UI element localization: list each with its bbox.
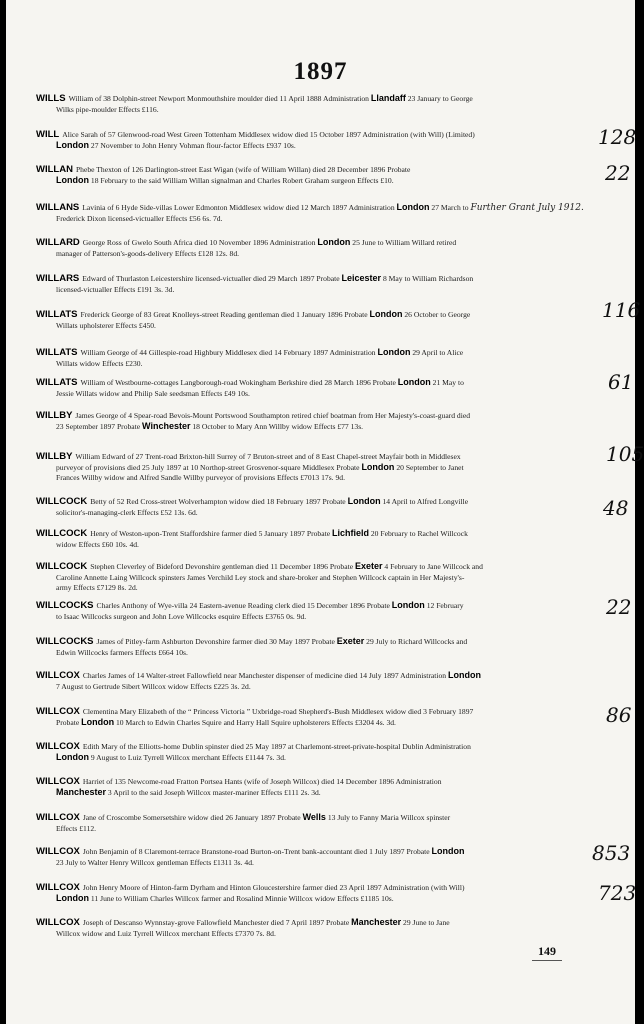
entry-line-1: [36, 600, 611, 611]
entry-line-2: [36, 539, 611, 550]
entry-surname: WILLCOX: [36, 917, 80, 928]
entry-line-2: [36, 611, 611, 622]
entry-text: 26 October to George: [402, 310, 471, 319]
entry-surname: WILLCOX: [36, 741, 80, 752]
entry-text: 29 July to Richard Willcocks and: [364, 637, 468, 646]
register-entry: [36, 202, 611, 224]
entry-line-1: [36, 273, 611, 284]
register-entry: [36, 496, 611, 518]
register-entry: [36, 670, 611, 692]
entry-line-2: [36, 681, 611, 692]
entry-surname: WILLCOX: [36, 882, 80, 893]
entry-text: Edith Mary of the Elliotts-home Dublin spinster died 25 May 1897 at Charlemont-street-private-hospital Dublin Administration: [82, 742, 471, 751]
register-entry: [36, 410, 611, 432]
entry-registry: London: [56, 175, 89, 185]
register-entry: [36, 347, 611, 369]
entry-text: John Benjamin of 8 Claremont-terrace Branstone-road Burton-on-Trent bank-accountant died 1 July 1897 Probate: [82, 847, 432, 856]
entry-surname: WILLARS: [36, 273, 80, 284]
entry-line-1: [36, 309, 611, 320]
entry-text: 18 February to the said William Willan signalman and Charles Robert Graham surgeon Effects £10.: [89, 176, 394, 185]
margin-note: 853: [592, 841, 631, 865]
entry-line-2: [36, 717, 611, 728]
entry-text: solicitor's-managing-clerk Effects £52 13s. 6d.: [56, 508, 198, 517]
entry-line-2: [36, 320, 611, 331]
entry-line-1: [36, 741, 611, 752]
entry-line-2: [36, 358, 611, 369]
entry-text: Probate: [56, 718, 82, 727]
entry-surname: WILLATS: [36, 309, 78, 320]
register-entry: [36, 561, 611, 593]
entry-text: 29 April to Alice: [410, 348, 464, 357]
entry-text: Willcox widow and Luiz Tyrrell Willcox merchant Effects £7370 7s. 8d.: [56, 929, 276, 938]
entry-surname: WILLCOCKS: [36, 636, 94, 647]
entry-registry: London: [369, 309, 403, 319]
entry-text: 10 March to Edwin Charles Squire and Harry Hall Squire upholsterers Effects £3204 4s. 3d.: [114, 718, 396, 727]
entry-surname: WILLATS: [36, 347, 78, 358]
entry-registry: London: [391, 600, 425, 610]
entry-text: Harriet of 135 Newcome-road Fratton Portsea Hants (wife of Joseph Willcox) died 14 December 1896 Administration: [82, 777, 442, 786]
register-entry: [36, 528, 611, 550]
entry-registry: Exeter: [336, 636, 365, 646]
page-number: 149: [538, 944, 556, 958]
entry-registry: London: [317, 237, 351, 247]
entry-text: Phebe Thexton of 126 Darlington-street East Wigan (wife of William Willan) died 28 December 1896 Probate: [75, 165, 411, 174]
entry-line-2: [36, 284, 611, 295]
entry-text: Charles James of 14 Walter-street Fallowfield near Manchester dispenser of medicine died 14 July 1897 Administration: [82, 671, 449, 680]
entry-surname: WILLCOX: [36, 812, 80, 823]
entry-text: Joseph of Descanso Wynnstay-grove Fallowfield Manchester died 7 April 1897 Probate: [82, 918, 352, 927]
entry-line-2: [36, 823, 611, 834]
entry-text: 25 June to William Willard retired: [350, 238, 457, 247]
entry-text: William of 38 Dolphin-street Newport Monmouthshire moulder died 11 April 1888 Administration: [68, 94, 371, 103]
entry-surname: WILLS: [36, 93, 66, 104]
entry-text: Willats widow Effects £230.: [56, 359, 143, 368]
entry-text: 27 March to: [429, 203, 469, 212]
entry-text: Henry of Weston-upon-Trent Staffordshire farmer died 5 January 1897 Probate: [90, 529, 332, 538]
entry-line-1: [36, 561, 611, 572]
register-entry: [36, 273, 611, 295]
entry-surname: WILLAN: [36, 164, 73, 175]
entry-text: 23 July to Walter Henry Willcox gentleman Effects £1311 3s. 4d.: [56, 858, 254, 867]
entry-text: Jane of Croscombe Somersetshire widow died 26 January 1897 Probate: [82, 813, 303, 822]
entry-text: 20 September to Janet: [394, 463, 464, 472]
entry-registry: London: [56, 140, 89, 150]
entry-surname: WILLCOCK: [36, 496, 88, 507]
entry-text: 23 January to George: [405, 94, 473, 103]
entry-line-1: [36, 129, 611, 140]
entry-line-2: [36, 462, 611, 473]
entry-text: John Henry Moore of Hinton-farm Dyrham and Hinton Gloucestershire farmer died 23 April 1897 Administration (with Will): [82, 883, 465, 892]
entry-line-2: [36, 248, 611, 259]
entry-text: Frederick Dixon licensed-victualler Effects £56 6s. 7d.: [56, 214, 223, 223]
entry-line-2: [36, 572, 611, 583]
entry-text: Alice Sarah of 57 Glenwood-road West Green Tottenham Middlesex widow died 15 October 1897 Administration (with Will) (Limited): [62, 130, 475, 139]
register-entry: [36, 776, 611, 798]
entry-text: Stephen Cleverley of Bideford Devonshire gentleman died 11 December 1896 Probate: [90, 562, 355, 571]
register-entry: [36, 600, 611, 622]
entry-surname: WILLCOCK: [36, 528, 88, 539]
register-entry: [36, 93, 611, 115]
entry-text: Wilks pipe-moulder Effects £116.: [56, 105, 159, 114]
entry-registry: London: [81, 717, 115, 727]
entry-text: William of Westbourne-cottages Langborough-road Wokingham Berkshire died 28 March 1896 Probate: [80, 378, 398, 387]
entry-text: Charles Anthony of Wye-villa 24 Eastern-avenue Reading clerk died 15 December 1896 Probate: [96, 601, 392, 610]
entry-line-1: [36, 636, 611, 647]
entry-line-2: [36, 213, 611, 224]
entry-text: 13 July to Fanny Maria Willcox spinster: [325, 813, 451, 822]
register-entry: [36, 129, 611, 151]
entry-text: 9 August to Luiz Tyrrell Willcox merchant Effects £1144 7s. 3d.: [89, 753, 286, 762]
entry-surname: WILLCOX: [36, 670, 80, 681]
entry-handwritten-note: Further Grant July 1912.: [470, 203, 584, 213]
entry-text: Edwin Willcocks farmers Effects £664 10s.: [56, 648, 188, 657]
register-entry: [36, 636, 611, 658]
entry-registry: Exeter: [354, 561, 383, 571]
entry-text: Frances Willby widow and Alfred Sandle Willby purveyor of provisions Effects £7013 17s. 9d.: [56, 473, 345, 482]
entry-line-1: [36, 164, 611, 175]
entry-surname: WILLCOCKS: [36, 600, 94, 611]
entry-line-2: [36, 787, 611, 798]
entry-line-2: [36, 388, 611, 399]
entry-text: licensed-victualler Effects £191 3s. 3d.: [56, 285, 175, 294]
entry-line-1: [36, 812, 611, 823]
entry-text: George Ross of Gwelo South Africa died 10 November 1896 Administration: [82, 238, 318, 247]
entry-text: purveyor of provisions died 25 July 1897 at 10 Northop-street Grosvenor-square Middlesex Probate: [56, 463, 362, 472]
margin-note: 22: [605, 161, 631, 185]
entry-line-1: [36, 237, 611, 248]
register-entry: [36, 706, 611, 728]
entry-surname: WILLARD: [36, 237, 80, 248]
entry-surname: WILLBY: [36, 410, 73, 421]
entry-line-2: [36, 893, 611, 904]
page-year-heading: 1897: [293, 58, 348, 85]
entry-line-2: [36, 175, 611, 186]
entry-surname: WILL: [36, 129, 60, 140]
register-entry: [36, 882, 611, 904]
entry-text: 8 May to William Richardson: [381, 274, 474, 283]
entry-text: to Isaac Willcocks surgeon and John Love Willcocks esquire Effects £3765 0s. 9d.: [56, 612, 307, 621]
entry-line-2: [36, 421, 611, 432]
register-entry: [36, 917, 611, 939]
register-entry: [36, 377, 611, 399]
margin-note: 86: [606, 703, 632, 727]
entry-text: Jessie Willats widow and Philip Sale seedsman Effects £49 10s.: [56, 389, 250, 398]
entry-line-1: [36, 93, 611, 104]
margin-note: 723: [598, 881, 637, 905]
entry-registry: Winchester: [142, 421, 191, 431]
entry-registry: London: [56, 893, 89, 903]
register-page: [6, 0, 644, 1024]
entry-registry: London: [448, 670, 482, 680]
entry-line-2: [36, 507, 611, 518]
entry-text: 7 August to Gertrude Sibert Willcox widow Effects £225 3s. 2d.: [56, 682, 251, 691]
entry-line-2: [36, 752, 611, 763]
entry-line-1: [36, 377, 611, 388]
entry-text: Lavinia of 6 Hyde Side-villas Lower Edmonton Middlesex widow died 12 March 1897 Administration: [82, 203, 397, 212]
entry-line-1: [36, 528, 611, 539]
entry-registry: Manchester: [56, 787, 107, 797]
entry-text: 14 April to Alfred Longville: [380, 497, 469, 506]
entry-registry: London: [361, 462, 395, 472]
entry-text: William George of 44 Gillespie-road Highbury Middlesex died 14 February 1897 Administration: [80, 348, 378, 357]
entry-text: widow Effects £60 10s. 4d.: [56, 540, 139, 549]
entry-line-1: [36, 670, 611, 681]
entry-text: Willats upholsterer Effects £450.: [56, 321, 156, 330]
entry-text: William Edward of 27 Trent-road Brixton-hill Surrey of 7 Bruton-street and of 8 East Chapel-street Mayfair both in Middlesex: [75, 452, 461, 461]
entry-text: Effects £112.: [56, 824, 97, 833]
entry-registry: Manchester: [351, 917, 402, 927]
entry-line-2: [36, 928, 611, 939]
entry-line-1: [36, 846, 611, 857]
page-number-rule: [532, 960, 562, 961]
entry-line-2: [36, 104, 611, 115]
entry-line-2: [36, 647, 611, 658]
margin-note: 116: [602, 298, 641, 322]
entry-text: manager of Patterson's-goods-delivery Effects £128 12s. 8d.: [56, 249, 240, 258]
entry-registry: Wells: [302, 812, 326, 822]
entry-surname: WILLATS: [36, 377, 78, 388]
entry-line-2: [36, 857, 611, 868]
register-entry: [36, 237, 611, 259]
entry-line-1: [36, 882, 611, 893]
entry-line-2: [36, 140, 611, 151]
register-entry: [36, 309, 611, 331]
margin-note: 22: [606, 595, 632, 619]
entry-surname: WILLCOX: [36, 846, 80, 857]
entry-text: 21 May to: [430, 378, 464, 387]
entry-text: 18 October to Mary Ann Willby widow Effects £77 13s.: [190, 422, 364, 431]
entry-line-1: [36, 776, 611, 787]
entry-text: army Effects £7129 8s. 2d.: [56, 583, 138, 592]
entry-text: James of Pitley-farm Ashburton Devonshire farmer died 30 May 1897 Probate: [96, 637, 337, 646]
entry-text: 11 June to William Charles Willcox farmer and Rosalind Minnie Willcox widow Effects £1185 10s.: [89, 894, 394, 903]
entry-registry: London: [56, 752, 89, 762]
entry-text: 27 November to John Henry Vohman flour-factor Effects £937 10s.: [89, 141, 296, 150]
entry-registry: Llandaff: [370, 93, 406, 103]
entry-registry: London: [397, 377, 431, 387]
register-entry: [36, 164, 611, 186]
entry-text: Frederick George of 83 Great Knolleys-street Reading gentleman died 1 January 1896 Probate: [80, 310, 370, 319]
entry-text: Edward of Thurlaston Leicestershire licensed-victualler died 29 March 1897 Probate: [82, 274, 342, 283]
entry-registry: Lichfield: [331, 528, 369, 538]
entry-surname: WILLCOCK: [36, 561, 88, 572]
entry-surname: WILLANS: [36, 202, 80, 213]
margin-note: 105: [606, 442, 644, 466]
register-entry: [36, 812, 611, 834]
margin-note: 61: [608, 370, 634, 394]
entry-line-1: [36, 451, 611, 462]
entry-text: 23 September 1897 Probate: [56, 422, 143, 431]
entry-text: 20 February to Rachel Willcock: [368, 529, 468, 538]
entry-text: Betty of 52 Red Cross-street Wolverhampton widow died 18 February 1897 Probate: [90, 497, 348, 506]
margin-note: 128: [598, 125, 637, 149]
entry-text: 12 February: [424, 601, 464, 610]
entry-line-1: [36, 410, 611, 421]
entry-text: 4 February to Jane Willcock and: [382, 562, 483, 571]
entry-line-1: [36, 917, 611, 928]
entry-surname: WILLCOX: [36, 776, 80, 787]
entry-line-1: [36, 496, 611, 507]
margin-note: 48: [603, 496, 629, 520]
register-entry: [36, 451, 611, 483]
entry-registry: London: [396, 202, 430, 212]
entry-surname: WILLBY: [36, 451, 73, 462]
entry-line-3: [36, 473, 611, 483]
entry-line-1: [36, 706, 611, 717]
entry-line-1: [36, 202, 611, 213]
entry-text: 3 April to the said Joseph Willcox master-mariner Effects £111 2s. 3d.: [106, 788, 321, 797]
register-entry: [36, 741, 611, 763]
entry-text: Caroline Annette Laing Willcock spinsters James Verchild Ley stock and share-broker and Stephen Willcock captain in Her Majesty's-: [56, 573, 465, 582]
entry-registry: Leicester: [341, 273, 382, 283]
register-entry: [36, 846, 611, 868]
entry-text: Clementina Mary Elizabeth of the “ Princess Victoria ” Uxbridge-road Shepherd's-Bush Middlesex widow died 3 February 1897: [82, 707, 474, 716]
entry-line-3: [36, 583, 611, 593]
entry-registry: London: [347, 496, 381, 506]
entry-surname: WILLCOX: [36, 706, 80, 717]
entry-text: James George of 4 Spear-road Bevois-Mount Portswood Southampton retired chief boatman from Her Majesty's-coast-guard died: [75, 411, 471, 420]
entry-text: 29 June to Jane: [401, 918, 450, 927]
entry-line-1: [36, 347, 611, 358]
entry-registry: London: [377, 347, 411, 357]
entry-registry: London: [431, 846, 465, 856]
